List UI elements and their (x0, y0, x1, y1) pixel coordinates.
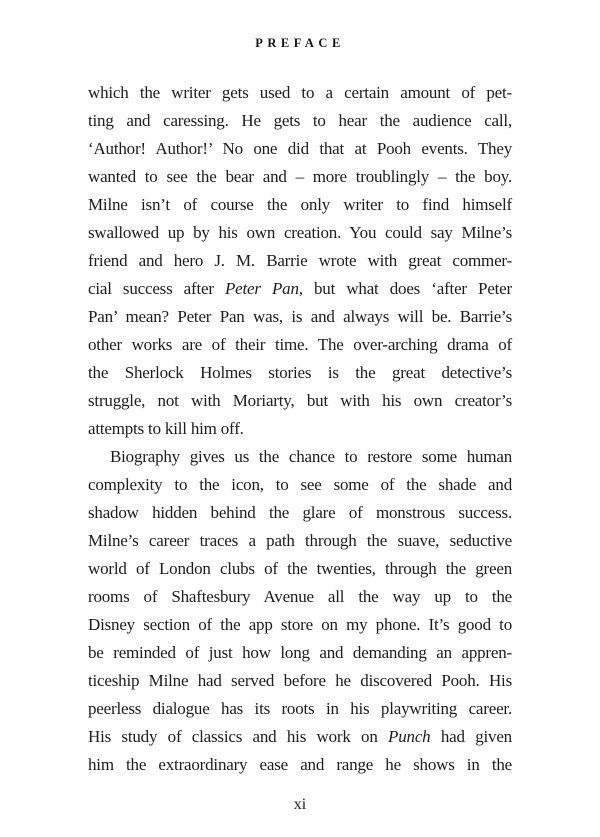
text-line: friend and hero J. M. Barrie wrote with great commer- (88, 251, 512, 270)
text-line: ticeship Milne had served before he discovered Pooh. His (88, 671, 512, 690)
text-line: wanted to see the bear and – more troublingly – the boy. (88, 167, 512, 186)
text-line: which the writer gets used to a certain amount of pet- (88, 83, 512, 102)
text-line: Milne’s career traces a path through the suave, seductive (88, 531, 512, 550)
text-line: Disney section of the app store on my phone. It’s good to (88, 615, 512, 634)
text-line: complexity to the icon, to see some of the shade and (88, 475, 512, 494)
text-line: the Sherlock Holmes stories is the great detective’s (88, 363, 512, 382)
text-line: peerless dialogue has its roots in his playwriting career. (88, 699, 512, 718)
text-line: ‘Author! Author!’ No one did that at Pooh events. They (88, 139, 512, 158)
text-line: rooms of Shaftesbury Avenue all the way up to the (88, 587, 512, 606)
text-line: Milne isn’t of course the only writer to find himself (88, 195, 512, 214)
page-number: xi (293, 796, 307, 813)
text-line: Pan’ mean? Peter Pan was, is and always will be. Barrie’s (88, 307, 512, 326)
text-block (88, 79, 512, 779)
text-line: struggle, not with Moriarty, but with his own creator’s (88, 391, 512, 410)
running-header: PREFACE (255, 36, 345, 50)
text-line: shadow hidden behind the glare of monstrous success. (88, 503, 512, 522)
text-line: world of London clubs of the twenties, through the green (88, 559, 512, 578)
text-line: him the extraordinary ease and range he shows in the (88, 755, 512, 774)
text-line: His study of classics and his work on Punch had given (88, 727, 512, 746)
text-line: attempts to kill him off. (88, 419, 244, 438)
text-line: ting and caressing. He gets to hear the audience call, (88, 111, 512, 130)
text-line: swallowed up by his own creation. You could say Milne’s (88, 223, 512, 242)
text-line: be reminded of just how long and demanding an appren- (88, 643, 512, 662)
text-line: Biography gives us the chance to restore some human (110, 447, 512, 466)
text-line: cial success after Peter Pan, but what does ‘after Peter (88, 279, 512, 298)
text-line: other works are of their time. The over-arching drama of (88, 335, 512, 354)
